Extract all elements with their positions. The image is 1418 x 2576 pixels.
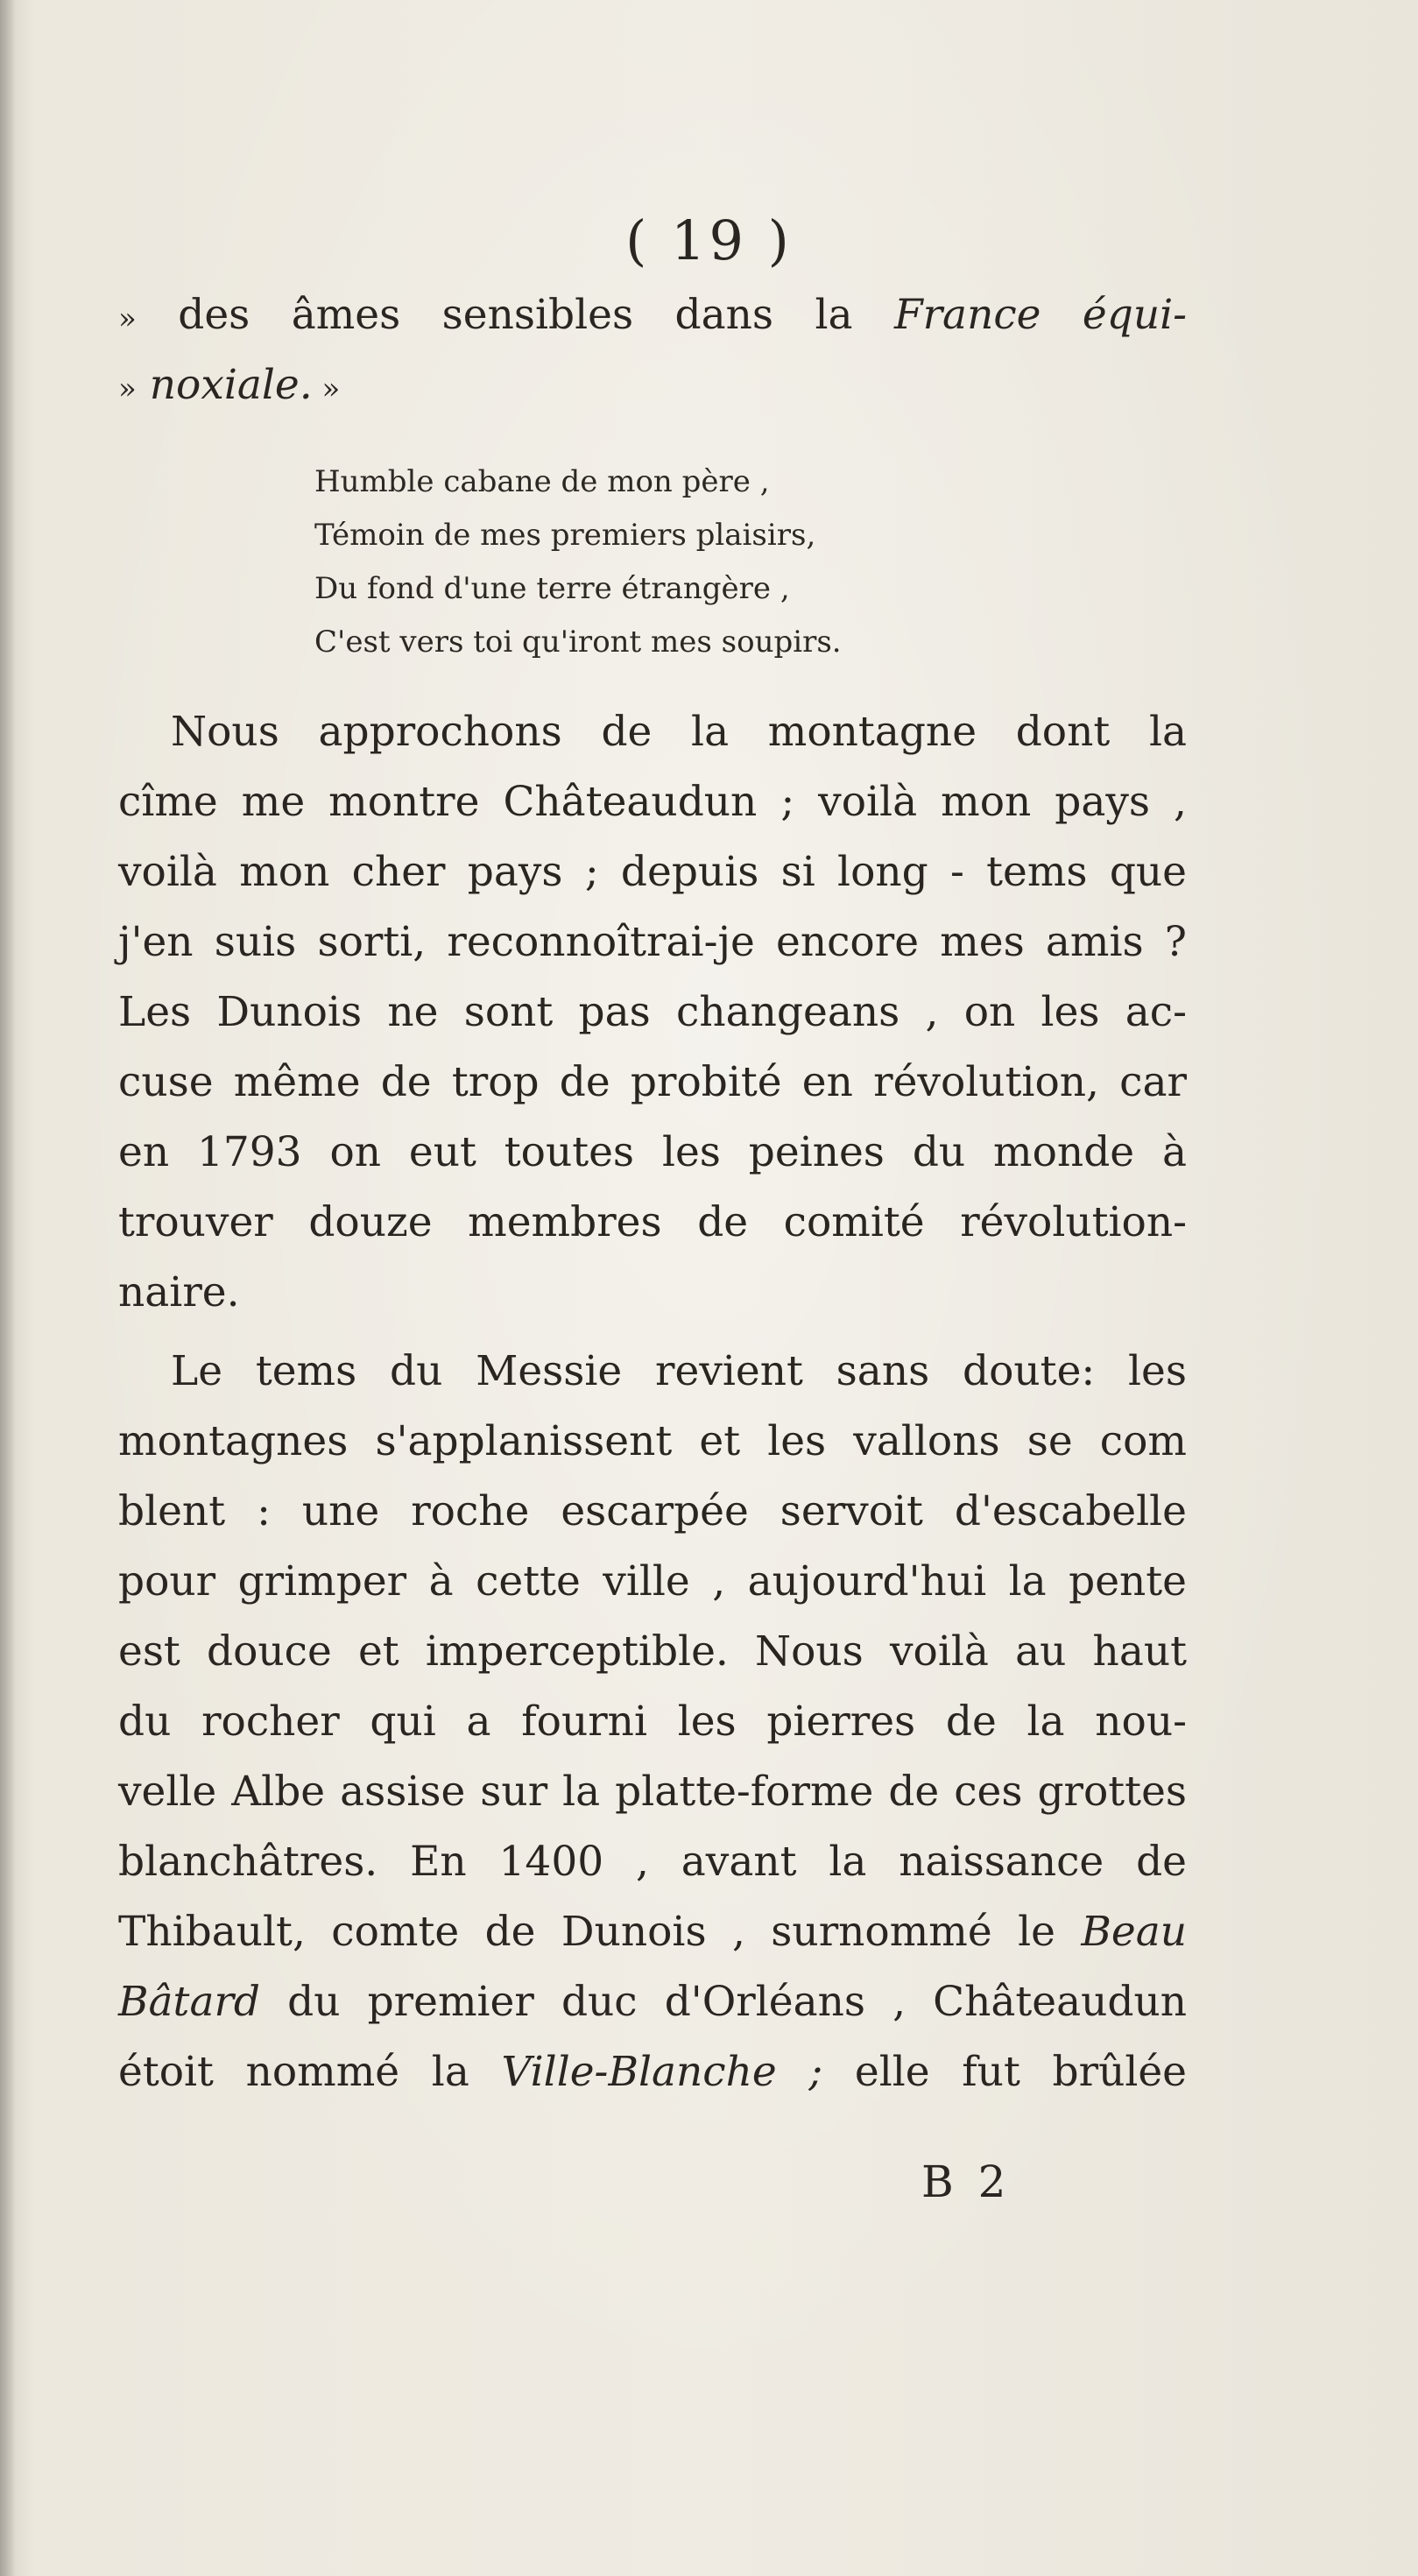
paragraph-line: voilà mon cher pays ; depuis si long - tems que [118,848,1187,896]
opening-line-1 [118,280,1187,350]
paragraph-line: blanchâtres. En 1400 , avant la naissance de [118,1838,1187,1886]
paragraph-line: Nous approchons de la montagne dont la [171,708,1187,756]
paragraph-line: blent : une roche escarpée servoit d'escabelle [118,1487,1187,1535]
opening-text: des âmes sensibles dans la [136,291,894,339]
paragraph-line: en 1793 on eut toutes les peines du monde à [118,1128,1187,1176]
paragraph-line-beau [118,1897,1187,1967]
signature-mark: B 2 [921,2156,1012,2207]
line-italic: Beau [1081,1908,1187,1956]
paragraph-line: trouver douze membres de comité révolution- [118,1198,1187,1246]
line-italic: Ville-Blanche ; [501,2048,823,2096]
paragraph-line: Le tems du Messie revient sans doute: les [171,1347,1187,1395]
paragraph-line-batard [118,1967,1187,2037]
paragraph-line: naire. [118,1268,240,1316]
quote-mark: » [118,371,137,406]
page-binding-edge [0,0,16,2576]
line-text: du premier duc d'Orléans , Châteaudun [260,1978,1187,2026]
line-text: étoit nommé la [118,2048,502,2096]
paragraph-line: montagnes s'applanissent et les vallons se com [118,1417,1187,1465]
opening-italic: noxiale. [136,361,313,409]
page-number: ( 19 ) [625,208,793,272]
verse-line: Témoin de mes premiers plaisirs, [314,518,816,553]
verse-line: Du fond d'une terre étrangère , [314,571,790,606]
paragraph-line: pour grimper à cette ville , aujourd'hui la pente [118,1557,1187,1606]
line-text: Thibault, comte de Dunois , surnommé le [118,1908,1082,1956]
paragraph-line: velle Albe assise sur la platte-forme de ces grottes [118,1768,1187,1816]
opening-line-2 [118,350,1187,420]
paragraph-line: est douce et imperceptible. Nous voilà au haut [118,1627,1187,1676]
paragraph-line: j'en suis sorti, reconnoîtrai-je encore mes amis ? [118,918,1187,966]
verse-stanza [118,455,1187,669]
text-block [118,280,1187,2107]
line-text: elle fut brûlée [822,2048,1188,2096]
paragraph-line: Les Dunois ne sont pas changeans , on les ac- [118,988,1187,1036]
verse-line: Humble cabane de mon père , [314,464,770,499]
paragraph-1 [118,697,1187,1328]
paragraph-line-ville [118,2037,1187,2107]
paragraph-2 [118,1337,1187,2107]
paragraph-line: du rocher qui a fourni les pierres de la nou- [118,1697,1187,1746]
verse-line: C'est vers toi qu'iront mes soupirs. [314,625,842,660]
quote-mark: » [118,301,137,336]
closing-quote-mark: » [312,371,341,406]
paragraph-line: cîme me montre Châteaudun ; voilà mon pays , [118,778,1187,826]
opening-italic: France équi- [893,291,1188,339]
paragraph-line: cuse même de trop de probité en révolution, car [118,1058,1187,1106]
line-italic: Bâtard [118,1978,261,2026]
